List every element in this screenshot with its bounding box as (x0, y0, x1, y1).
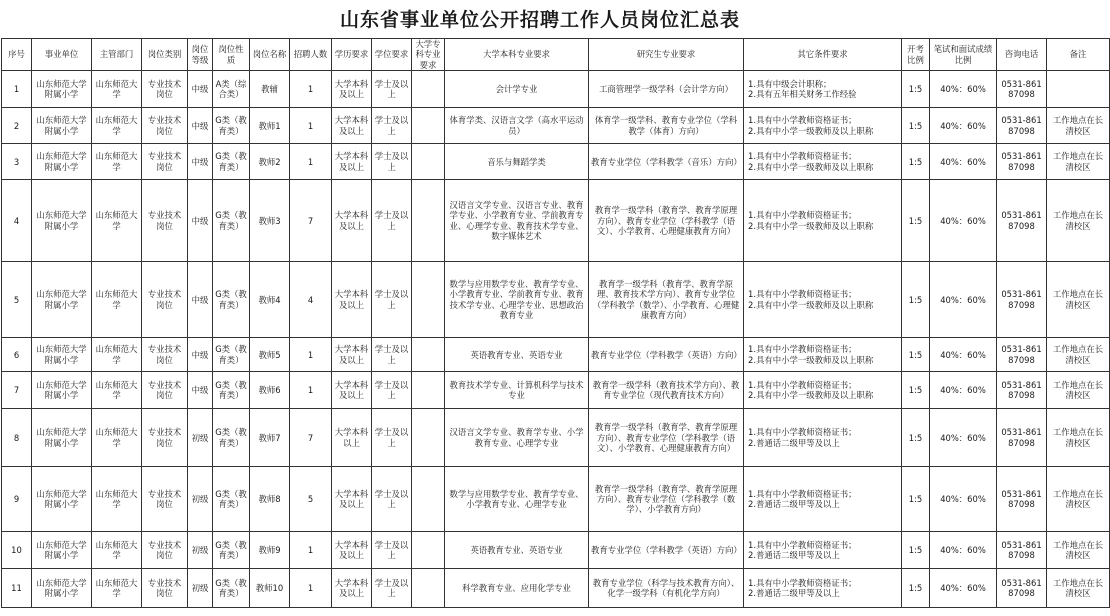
cell-dept: 山东师范大学 (92, 144, 142, 180)
column-header: 笔试和面试成绩比例 (930, 39, 997, 71)
cell-dept: 山东师范大学 (92, 569, 142, 608)
cell-junior (412, 569, 445, 608)
cell-edu: 大学本科及以上 (332, 569, 372, 608)
cell-level: 中级 (188, 108, 213, 144)
cell-unit: 山东师范大学附属小学 (32, 180, 92, 262)
cell-degree: 学士及以上 (372, 467, 412, 532)
cell-unit: 山东师范大学附属小学 (32, 467, 92, 532)
cell-graduate: 教育学一级学科（教育学、教育学原理方向）、教育专业学位（学科教学（语文）、小学教育、心理健康教育方向） (589, 409, 744, 467)
cell-count: 1 (290, 108, 332, 144)
cell-name: 教师8 (250, 467, 290, 532)
cell-dept: 山东师范大学 (92, 372, 142, 409)
cell-level: 初级 (188, 569, 213, 608)
cell-level: 中级 (188, 372, 213, 409)
cell-note: 工作地点在长清校区 (1047, 180, 1110, 262)
cell-edu: 大学本科及以上 (332, 467, 372, 532)
cell-note: 工作地点在长清校区 (1047, 338, 1110, 372)
cell-unit: 山东师范大学附属小学 (32, 569, 92, 608)
cell-nature: G类（教育类） (213, 262, 250, 338)
cell-graduate: 教育学一级学科（教育学、教育学原理方向）、教育专业学位（学科教学（数学）、小学教育方向） (589, 467, 744, 532)
column-header: 岗位名称 (250, 39, 290, 71)
cell-other: 1.具有中小学教师资格证书； 2.具有中小学一级教师及以上职称 (744, 144, 902, 180)
cell-other: 1.具有中小学教师资格证书； 2.普通话二级甲等及以上 (744, 467, 902, 532)
cell-dept: 山东师范大学 (92, 108, 142, 144)
cell-no: 2 (2, 108, 32, 144)
cell-note: 工作地点在长清校区 (1047, 409, 1110, 467)
cell-note: 工作地点在长清校区 (1047, 532, 1110, 569)
cell-note: 工作地点在长清校区 (1047, 372, 1110, 409)
column-header: 主管部门 (92, 39, 142, 71)
table-row (2, 144, 1110, 180)
cell-edu: 大学本科及以上 (332, 372, 372, 409)
column-header: 开考比例 (902, 39, 930, 71)
cell-dept: 山东师范大学 (92, 532, 142, 569)
cell-ratio: 1:5 (902, 409, 930, 467)
cell-edu: 大学本科及以上 (332, 262, 372, 338)
cell-bachelor: 科学教育专业、应用化学专业 (445, 569, 589, 608)
cell-other: 1.具有中小学教师资格证书； 2.具有中小学一级教师及以上职称 (744, 372, 902, 409)
cell-junior (412, 409, 445, 467)
cell-junior (412, 144, 445, 180)
header-row (2, 39, 1110, 71)
column-header: 招聘人数 (290, 39, 332, 71)
cell-count: 1 (290, 569, 332, 608)
cell-name: 教师9 (250, 532, 290, 569)
cell-cat: 专业技术岗位 (142, 338, 188, 372)
cell-graduate: 教育学一级学科（教育技术学方向）、教育专业学位（现代教育技术方向） (589, 372, 744, 409)
cell-other: 1.具有中小学教师资格证书； 2.普通话二级甲等及以上 (744, 532, 902, 569)
cell-note (1047, 71, 1110, 108)
cell-edu: 大学本科及以上 (332, 144, 372, 180)
cell-no: 8 (2, 409, 32, 467)
cell-dept: 山东师范大学 (92, 467, 142, 532)
cell-dept: 山东师范大学 (92, 338, 142, 372)
cell-degree: 学士及以上 (372, 144, 412, 180)
cell-nature: A类（综合类） (213, 71, 250, 108)
cell-degree: 学士及以上 (372, 108, 412, 144)
cell-note: 工作地点在长清校区 (1047, 569, 1110, 608)
cell-name: 教师7 (250, 409, 290, 467)
cell-level: 中级 (188, 144, 213, 180)
cell-score: 40%：60% (930, 71, 997, 108)
cell-edu: 大学本科及以上 (332, 180, 372, 262)
table-row (2, 532, 1110, 569)
cell-count: 7 (290, 180, 332, 262)
cell-degree: 学士及以上 (372, 409, 412, 467)
cell-name: 教师10 (250, 569, 290, 608)
table-row (2, 71, 1110, 108)
cell-unit: 山东师范大学附属小学 (32, 108, 92, 144)
cell-dept: 山东师范大学 (92, 409, 142, 467)
cell-score: 40%：60% (930, 144, 997, 180)
cell-note: 工作地点在长清校区 (1047, 262, 1110, 338)
cell-degree: 学士及以上 (372, 180, 412, 262)
cell-cat: 专业技术岗位 (142, 532, 188, 569)
page-title: 山东省事业单位公开招聘工作人员岗位汇总表 (339, 9, 740, 31)
cell-score: 40%：60% (930, 372, 997, 409)
cell-other: 1.具有中小学教师资格证书； 2.具有中小学一级教师及以上职称 (744, 262, 902, 338)
column-header: 学历要求 (332, 39, 372, 71)
cell-score: 40%：60% (930, 569, 997, 608)
cell-nature: G类（教育类） (213, 467, 250, 532)
cell-cat: 专业技术岗位 (142, 569, 188, 608)
cell-phone: 0531-86187098 (997, 409, 1047, 467)
cell-graduate: 教育学一级学科（教育学、教育学原理、教育技术学方向）、教育专业学位（学科教学（数学）、小学教育、心理健康教育方向） (589, 262, 744, 338)
cell-junior (412, 108, 445, 144)
cell-nature: G类（教育类） (213, 108, 250, 144)
cell-score: 40%：60% (930, 180, 997, 262)
cell-level: 初级 (188, 467, 213, 532)
cell-name: 教师2 (250, 144, 290, 180)
cell-ratio: 1:5 (902, 180, 930, 262)
cell-graduate: 教育专业学位（学科教学（英语）方向） (589, 338, 744, 372)
cell-bachelor: 音乐与舞蹈学类 (445, 144, 589, 180)
cell-nature: G类（教育类） (213, 180, 250, 262)
cell-ratio: 1:5 (902, 144, 930, 180)
cell-bachelor: 数学与应用数学专业、教育学专业、小学教育专业、心理学专业 (445, 467, 589, 532)
column-header: 大学专科专业要求 (412, 39, 445, 71)
cell-no: 1 (2, 71, 32, 108)
cell-ratio: 1:5 (902, 262, 930, 338)
cell-count: 1 (290, 71, 332, 108)
cell-cat: 专业技术岗位 (142, 409, 188, 467)
cell-other: 1.具有中小学教师资格证书； 2.普通话二级甲等及以上 (744, 409, 902, 467)
cell-degree: 学士及以上 (372, 71, 412, 108)
cell-cat: 专业技术岗位 (142, 262, 188, 338)
cell-no: 10 (2, 532, 32, 569)
column-header: 事业单位 (32, 39, 92, 71)
cell-unit: 山东师范大学附属小学 (32, 409, 92, 467)
column-header: 咨询电话 (997, 39, 1047, 71)
cell-bachelor: 体育学类、汉语言文学（高水平运动员） (445, 108, 589, 144)
cell-bachelor: 数学与应用数学专业、教育学专业、小学教育专业、学前教育专业、教育技术学专业、心理学专业、思想政治教育专业 (445, 262, 589, 338)
cell-bachelor: 英语教育专业、英语专业 (445, 532, 589, 569)
cell-bachelor: 教育技术学专业、计算机科学与技术专业 (445, 372, 589, 409)
cell-ratio: 1:5 (902, 532, 930, 569)
table-row (2, 372, 1110, 409)
cell-junior (412, 71, 445, 108)
cell-junior (412, 532, 445, 569)
cell-cat: 专业技术岗位 (142, 144, 188, 180)
cell-dept: 山东师范大学 (92, 71, 142, 108)
cell-note: 工作地点在长清校区 (1047, 467, 1110, 532)
cell-phone: 0531-86187098 (997, 144, 1047, 180)
column-header: 备注 (1047, 39, 1110, 71)
cell-count: 1 (290, 144, 332, 180)
table-row (2, 180, 1110, 262)
column-header: 其它条件要求 (744, 39, 902, 71)
cell-no: 11 (2, 569, 32, 608)
cell-edu: 大学本科及以上 (332, 532, 372, 569)
cell-count: 1 (290, 372, 332, 409)
cell-other: 1.具有中级会计职称； 2.具有五年相关财务工作经验 (744, 71, 902, 108)
cell-unit: 山东师范大学附属小学 (32, 144, 92, 180)
cell-unit: 山东师范大学附属小学 (32, 71, 92, 108)
cell-phone: 0531-86187098 (997, 262, 1047, 338)
cell-edu: 大学本科以上 (332, 409, 372, 467)
cell-ratio: 1:5 (902, 569, 930, 608)
cell-dept: 山东师范大学 (92, 262, 142, 338)
cell-score: 40%：60% (930, 532, 997, 569)
cell-level: 中级 (188, 71, 213, 108)
cell-bachelor: 汉语言文学专业、汉语言专业、教育学专业、小学教育专业、学前教育专业、心理学专业、教育技术学专业、数字媒体艺术 (445, 180, 589, 262)
cell-count: 4 (290, 262, 332, 338)
table-body (2, 71, 1110, 608)
cell-nature: G类（教育类） (213, 372, 250, 409)
cell-level: 初级 (188, 532, 213, 569)
cell-nature: G类（教育类） (213, 569, 250, 608)
cell-phone: 0531-86187098 (997, 71, 1047, 108)
cell-level: 中级 (188, 338, 213, 372)
cell-ratio: 1:5 (902, 108, 930, 144)
table-row (2, 108, 1110, 144)
cell-phone: 0531-86187098 (997, 338, 1047, 372)
cell-nature: G类（教育类） (213, 409, 250, 467)
cell-other: 1.具有中小学教师资格证书； 2.具有中小学一级教师及以上职称 (744, 338, 902, 372)
cell-nature: G类（教育类） (213, 338, 250, 372)
cell-ratio: 1:5 (902, 71, 930, 108)
cell-score: 40%：60% (930, 108, 997, 144)
cell-ratio: 1:5 (902, 467, 930, 532)
cell-nature: G类（教育类） (213, 144, 250, 180)
cell-graduate: 教育专业学位（科学与技术教育方向）、化学一级学科（有机化学方向） (589, 569, 744, 608)
cell-no: 3 (2, 144, 32, 180)
cell-junior (412, 467, 445, 532)
cell-level: 中级 (188, 262, 213, 338)
cell-unit: 山东师范大学附属小学 (32, 338, 92, 372)
cell-degree: 学士及以上 (372, 569, 412, 608)
cell-degree: 学士及以上 (372, 372, 412, 409)
cell-cat: 专业技术岗位 (142, 108, 188, 144)
cell-dept: 山东师范大学 (92, 180, 142, 262)
cell-unit: 山东师范大学附属小学 (32, 262, 92, 338)
cell-unit: 山东师范大学附属小学 (32, 372, 92, 409)
cell-cat: 专业技术岗位 (142, 180, 188, 262)
cell-phone: 0531-86187098 (997, 467, 1047, 532)
cell-note: 工作地点在长清校区 (1047, 108, 1110, 144)
cell-name: 教师3 (250, 180, 290, 262)
table-row (2, 467, 1110, 532)
cell-bachelor: 英语教育专业、英语专业 (445, 338, 589, 372)
cell-junior (412, 180, 445, 262)
column-header: 学位要求 (372, 39, 412, 71)
cell-bachelor: 汉语言文学专业、教育学专业、小学教育专业、心理学专业 (445, 409, 589, 467)
cell-unit: 山东师范大学附属小学 (32, 532, 92, 569)
cell-no: 5 (2, 262, 32, 338)
cell-phone: 0531-86187098 (997, 569, 1047, 608)
cell-phone: 0531-86187098 (997, 372, 1047, 409)
cell-graduate: 教育学一级学科（教育学、教育学原理方向）、教育专业学位（学科教学（语文）、小学教育、心理健康教育方向） (589, 180, 744, 262)
cell-degree: 学士及以上 (372, 338, 412, 372)
cell-junior (412, 262, 445, 338)
cell-phone: 0531-86187098 (997, 108, 1047, 144)
cell-name: 教辅 (250, 71, 290, 108)
cell-no: 4 (2, 180, 32, 262)
cell-ratio: 1:5 (902, 338, 930, 372)
cell-score: 40%：60% (930, 262, 997, 338)
cell-edu: 大学本科及以上 (332, 71, 372, 108)
cell-other: 1.具有中小学教师资格证书； 2.普通话二级甲等及以上 (744, 569, 902, 608)
column-header: 研究生专业要求 (589, 39, 744, 71)
positions-table (1, 38, 1110, 608)
column-header: 岗位性质 (213, 39, 250, 71)
column-header: 岗位等级 (188, 39, 213, 71)
cell-ratio: 1:5 (902, 372, 930, 409)
cell-count: 5 (290, 467, 332, 532)
table-row (2, 262, 1110, 338)
cell-other: 1.具有中小学教师资格证书； 2.具有中小学一级教师及以上职称 (744, 180, 902, 262)
cell-name: 教师6 (250, 372, 290, 409)
cell-edu: 大学本科及以上 (332, 338, 372, 372)
cell-graduate: 教育专业学位（学科教学（英语）方向） (589, 532, 744, 569)
cell-count: 1 (290, 338, 332, 372)
cell-count: 1 (290, 532, 332, 569)
cell-score: 40%：60% (930, 338, 997, 372)
column-header: 序号 (2, 39, 32, 71)
cell-cat: 专业技术岗位 (142, 372, 188, 409)
cell-name: 教师1 (250, 108, 290, 144)
table-row (2, 569, 1110, 608)
cell-no: 6 (2, 338, 32, 372)
cell-phone: 0531-86187098 (997, 180, 1047, 262)
cell-name: 教师4 (250, 262, 290, 338)
cell-note: 工作地点在长清校区 (1047, 144, 1110, 180)
column-header: 岗位类别 (142, 39, 188, 71)
cell-graduate: 工商管理学一级学科（会计学方向） (589, 71, 744, 108)
table-row (2, 338, 1110, 372)
cell-name: 教师5 (250, 338, 290, 372)
cell-graduate: 教育专业学位（学科教学（音乐）方向） (589, 144, 744, 180)
cell-degree: 学士及以上 (372, 262, 412, 338)
cell-count: 7 (290, 409, 332, 467)
cell-nature: G类（教育类） (213, 532, 250, 569)
table-row (2, 409, 1110, 467)
cell-junior (412, 372, 445, 409)
cell-level: 中级 (188, 180, 213, 262)
cell-phone: 0531-86187098 (997, 532, 1047, 569)
cell-junior (412, 338, 445, 372)
cell-level: 初级 (188, 409, 213, 467)
cell-cat: 专业技术岗位 (142, 71, 188, 108)
cell-graduate: 体育学一级学科、教育专业学位（学科教学（体育）方向） (589, 108, 744, 144)
cell-bachelor: 会计学专业 (445, 71, 589, 108)
cell-edu: 大学本科及以上 (332, 108, 372, 144)
cell-cat: 专业技术岗位 (142, 467, 188, 532)
cell-other: 1.具有中小学教师资格证书； 2.具有中小学一级教师及以上职称 (744, 108, 902, 144)
column-header: 大学本科专业要求 (445, 39, 589, 71)
cell-degree: 学士及以上 (372, 532, 412, 569)
cell-no: 9 (2, 467, 32, 532)
cell-score: 40%：60% (930, 467, 997, 532)
cell-score: 40%：60% (930, 409, 997, 467)
cell-no: 7 (2, 372, 32, 409)
